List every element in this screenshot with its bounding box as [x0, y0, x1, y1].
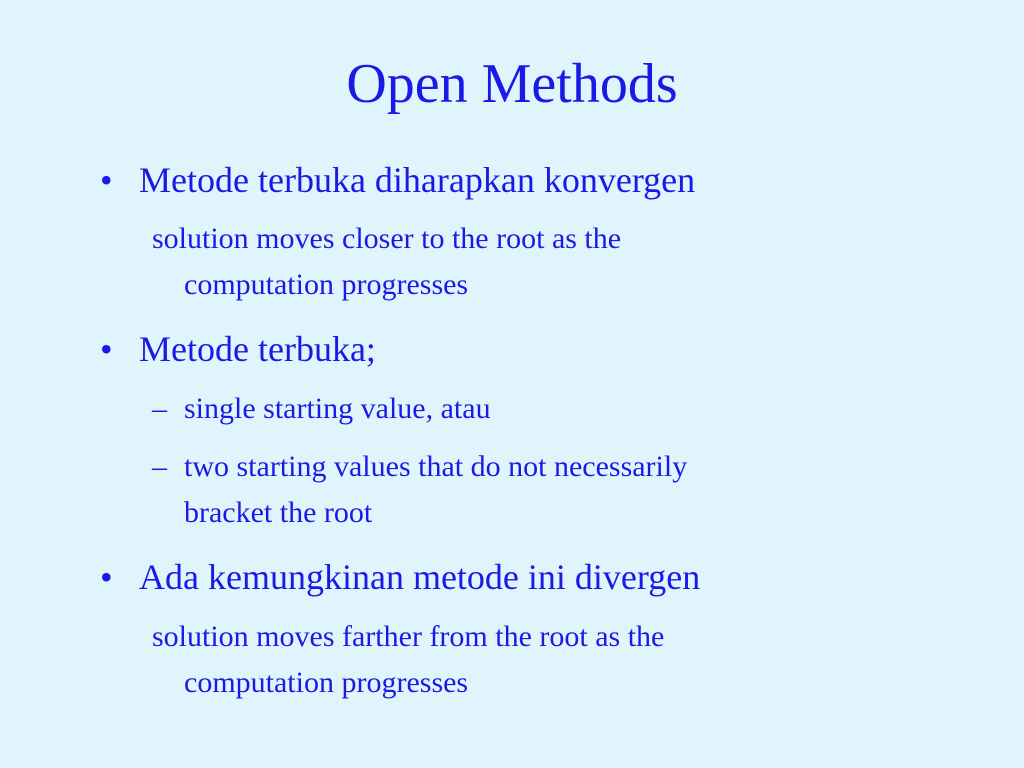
dash-text-line: bracket the root — [184, 496, 373, 529]
dash-icon: – — [152, 450, 167, 483]
bullet-icon: • — [100, 160, 113, 200]
dash-text: single starting value, atau — [184, 392, 491, 425]
bullet-icon: • — [100, 557, 113, 597]
sub-text-line: computation progresses — [184, 666, 469, 699]
bullet-text: Metode terbuka; — [139, 329, 376, 369]
dash-text: two starting values that do not necessarily — [184, 450, 688, 483]
slide-title: Open Methods — [346, 53, 678, 115]
sub-text-line: computation progresses — [184, 268, 469, 301]
bullet-text: Ada kemungkinan metode ini divergen — [139, 557, 701, 597]
bullet-text: Metode terbuka diharapkan konvergen — [139, 160, 696, 200]
dash-icon: – — [152, 392, 167, 425]
sub-text-line: solution moves farther from the root as the — [152, 620, 665, 653]
sub-text-line: solution moves closer to the root as the — [152, 222, 622, 255]
bullet-icon: • — [100, 329, 113, 369]
